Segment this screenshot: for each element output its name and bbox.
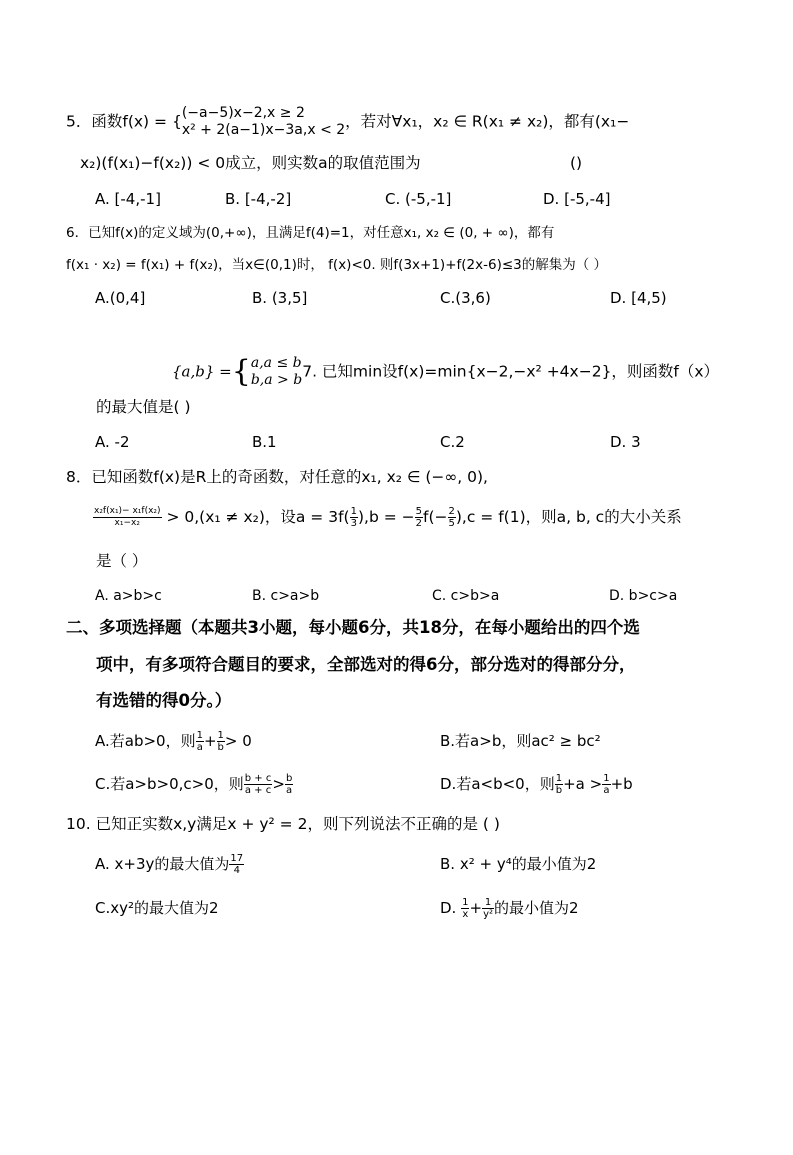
question-8-text-c: f(− <box>423 508 448 526</box>
question-6-option-b[interactable]: B. (3,5] <box>252 289 308 307</box>
question-9-c-frac-1 <box>244 773 273 796</box>
question-9-c-text: C.若a>b>0,c>0，则 <box>95 775 244 793</box>
question-8-fraction-2 <box>415 506 423 529</box>
question-5-number: 5． <box>66 112 92 131</box>
question-10-d-tail: 的最小值为2 <box>494 899 579 917</box>
fraction-numerator: 1 <box>462 897 469 908</box>
fraction-denominator: a <box>603 785 610 796</box>
question-9-d-frac-1 <box>555 773 563 796</box>
question-5-option-d[interactable]: D. [-5,-4] <box>543 190 611 208</box>
fraction-denominator: y² <box>483 909 493 920</box>
question-6-option-a[interactable]: A.(0,4] <box>95 289 146 307</box>
question-8-option-b[interactable]: B. c>a>b <box>252 588 320 604</box>
question-8-option-d[interactable]: D. b>c>a <box>609 588 678 604</box>
question-5-piecewise <box>182 105 345 139</box>
question-7-line-2: 的最大值是( ) <box>96 398 191 416</box>
question-7-case-2: b,a > b <box>250 372 303 388</box>
fraction-denominator: 3 <box>350 518 357 529</box>
question-9-a-tail: > 0 <box>224 732 252 750</box>
question-9-option-d[interactable] <box>440 773 633 796</box>
question-7-option-a[interactable]: A. -2 <box>95 433 130 451</box>
section-2-heading-line-3: 有选错的得0分。） <box>96 691 232 710</box>
question-5-function-lead: 函数f(x) = { <box>91 112 182 131</box>
question-10-d-text: D. <box>440 899 457 917</box>
question-8-quotient-numerator: x₂f(x₁)− x₁f(x₂) <box>94 506 161 516</box>
question-7-option-c[interactable]: C.2 <box>440 433 465 451</box>
fraction-denominator: b <box>217 742 224 753</box>
question-9-d-frac-2 <box>602 773 610 796</box>
fraction-numerator: 1 <box>350 506 357 517</box>
question-8-text-a: > 0,(x₁ ≠ x₂)，设a = 3f( <box>166 508 350 526</box>
question-8-line-2 <box>93 506 682 529</box>
section-2-heading-line-2: 项中，有多项符合题目的要求，全部选对的得6分，部分选对的得部分分， <box>96 655 636 674</box>
fraction-numerator: b + c <box>244 773 272 784</box>
question-7-case-1: a,a ≤ b <box>250 355 302 371</box>
question-9-d-tail: +b <box>610 775 633 793</box>
question-10-option-a[interactable] <box>95 853 244 876</box>
question-5-line-2: x₂)(f(x₁)−f(x₂)) < 0成立，则实数a的取值范围为 <box>80 154 421 172</box>
question-5-option-b[interactable]: B. [-4,-2] <box>225 190 292 208</box>
question-8-quotient-denominator: x₁−x₂ <box>114 518 140 528</box>
question-5-case-2: x² + 2(a−1)x−3a,x < 2 <box>181 122 346 138</box>
question-7-brace: { <box>231 354 251 389</box>
question-9-c-frac-2 <box>285 773 293 796</box>
question-10-option-d[interactable]: D. $\frac{1}{x}$ + $\frac{1}{\text{y²}}$ 的最小值为2 <box>440 897 579 920</box>
fraction-denominator: b <box>555 785 563 796</box>
question-5-case-1: (−a−5)x−2,x ≥ 2 <box>181 105 305 121</box>
question-8-text-b: ),b = − <box>357 508 415 526</box>
question-9-option-b[interactable]: B.若a>b，则ac² ≥ bc² <box>440 732 601 750</box>
question-5-condition: ，若对∀x₁，x₂ ∈ R(x₁ ≠ x₂)，都有(x₁− <box>345 112 630 131</box>
question-7-line-1 <box>172 355 719 389</box>
question-8-fraction-3 <box>448 506 456 529</box>
fraction-denominator: a <box>196 742 203 753</box>
question-10-d-frac-1 <box>461 897 469 920</box>
question-8-line-1: 8．已知函数f(x)是R上的奇函数，对任意的x₁, x₂ ∈ (−∞, 0), <box>66 468 488 486</box>
question-7-min-lead: {a,b} = <box>172 362 232 381</box>
question-9-a-frac-1 <box>196 730 204 753</box>
section-2-heading-line-1: 二、多项选择题（本题共3小题，每小题6分，共18分，在每小题给出的四个选 <box>66 618 640 637</box>
question-6-option-c[interactable]: C.(3,6) <box>440 289 491 307</box>
question-10-a-text: A. x+3y的最大值为 <box>95 855 230 873</box>
question-9-c-compare: > <box>272 775 285 793</box>
fraction-numerator: b <box>285 773 293 784</box>
question-10-a-frac <box>229 853 244 876</box>
question-7-stem: 7. 已知min设f(x)=min{x−2,−x² +4x−2}，则函数f（x） <box>302 362 720 381</box>
question-6-line-2: f(x₁ · x₂) = f(x₁) + f(x₂)，当x∈(0,1)时， f(x)<0. 则f(3x+1)+f(2x-6)≤3的解集为（ ） <box>66 257 608 273</box>
question-9-a-frac-2 <box>217 730 225 753</box>
question-9-option-a[interactable]: A.若ab>0，则 $\frac{1}{a}$ + $\frac{1}{b}$ > 0 <box>95 730 252 753</box>
question-10-option-c[interactable]: C.xy²的最大值为2 <box>95 899 219 917</box>
question-10-line-1: 10. 已知正实数x,y满足x + y² = 2，则下列说法不正确的是 ( ) <box>66 815 500 833</box>
fraction-numerator: 1 <box>603 773 610 784</box>
question-8-line-3: 是（ ） <box>96 552 148 570</box>
fraction-numerator: 1 <box>196 730 203 741</box>
question-5-answer-paren: () <box>570 154 583 172</box>
question-5-option-c[interactable]: C. (-5,-1] <box>385 190 452 208</box>
question-10-option-b[interactable]: B. x² + y⁴的最小值为2 <box>440 855 597 873</box>
question-7-option-d[interactable]: D. 3 <box>610 433 641 451</box>
question-8-fraction-1 <box>350 506 358 529</box>
fraction-denominator: 4 <box>233 865 240 876</box>
question-7-option-b[interactable]: B.1 <box>252 433 277 451</box>
fraction-numerator: 17 <box>230 853 244 864</box>
question-10-d-frac-2 <box>482 897 494 920</box>
question-8-option-a[interactable]: A. a>b>c <box>95 588 162 604</box>
question-7-piecewise <box>251 355 302 389</box>
question-5-line-1 <box>66 105 629 139</box>
fraction-denominator: 2 <box>415 518 422 529</box>
question-9-option-c[interactable] <box>95 773 293 796</box>
fraction-numerator: 1 <box>217 730 224 741</box>
fraction-denominator: a + c <box>244 785 272 796</box>
question-9-d-text: D.若a<b<0，则 <box>440 775 555 793</box>
fraction-denominator: a <box>286 785 293 796</box>
question-9-d-compare: +a > <box>563 775 603 793</box>
fraction-numerator: 1 <box>482 897 494 909</box>
fraction-numerator: 5 <box>415 506 422 517</box>
question-6-option-d[interactable]: D. [4,5) <box>610 289 667 307</box>
question-6-line-1: 6．已知f(x)的定义域为(0,+∞)，且满足f(4)=1，对任意x₁, x₂ ∈ (0, + ∞)，都有 <box>66 225 555 241</box>
fraction-denominator: x <box>462 909 469 920</box>
question-8-difference-quotient <box>93 506 162 529</box>
question-8-text-d: ),c = f(1)，则a, b, c的大小关系 <box>455 508 682 526</box>
fraction-numerator: 2 <box>448 506 455 517</box>
question-9-a-text: A.若ab>0，则 <box>95 732 196 750</box>
fraction-numerator: 1 <box>555 773 563 784</box>
question-8-option-c[interactable]: C. c>b>a <box>432 588 500 604</box>
question-5-option-a[interactable]: A. [-4,-1] <box>95 190 161 208</box>
fraction-denominator: 5 <box>448 518 455 529</box>
